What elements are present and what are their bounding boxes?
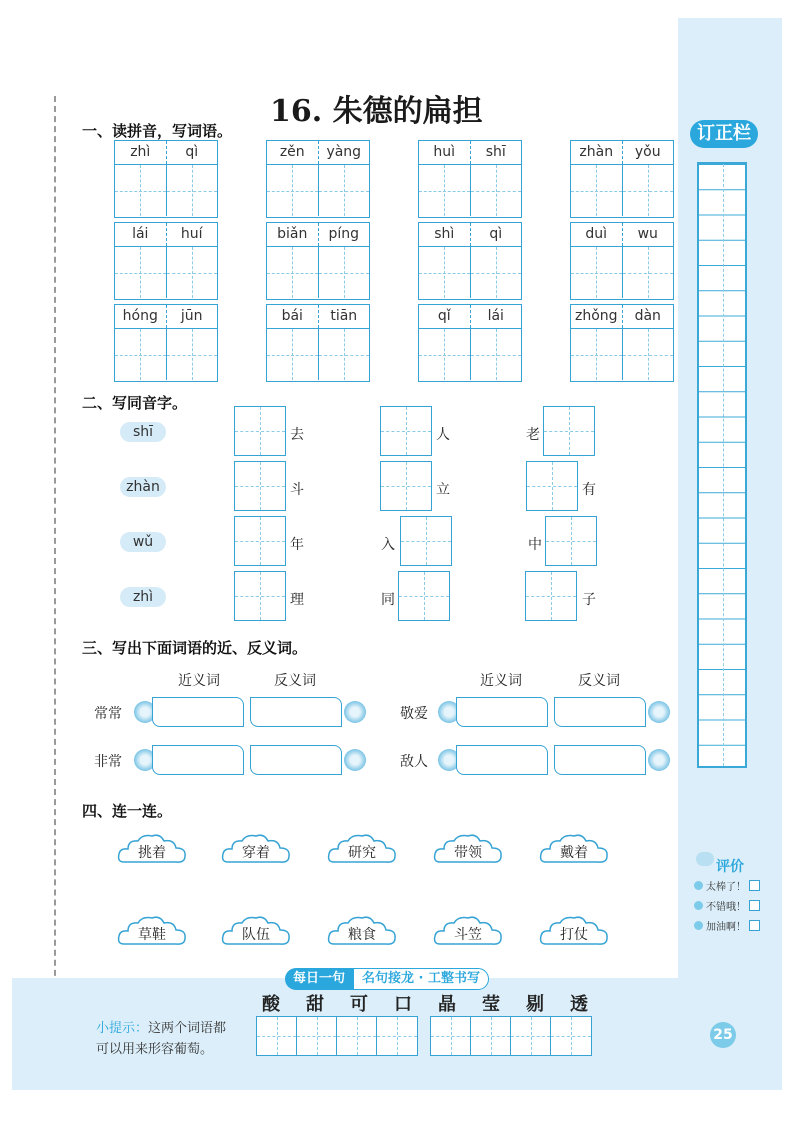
cloud-label: 戴着 bbox=[560, 845, 588, 861]
homophone-box[interactable] bbox=[525, 571, 577, 621]
section3-heading: 三、写出下面词语的近、反义词。 bbox=[82, 639, 308, 657]
character-cell[interactable] bbox=[319, 247, 370, 298]
character-cell[interactable] bbox=[115, 329, 167, 380]
character-cell[interactable] bbox=[623, 165, 674, 216]
pinyin-box bbox=[114, 304, 218, 382]
pinyin-row bbox=[571, 223, 673, 247]
evaluation-mascot-icon bbox=[696, 852, 714, 866]
pinyin-syllable: huí bbox=[180, 226, 203, 242]
character-cells bbox=[419, 329, 521, 380]
pinyin-syllable: lái bbox=[115, 223, 167, 246]
pinyin-row bbox=[571, 141, 673, 165]
pinyin-box bbox=[418, 304, 522, 382]
pinyin-syllable: hóng bbox=[115, 305, 167, 328]
flower-icon bbox=[648, 749, 670, 771]
antonym-input[interactable] bbox=[554, 745, 646, 775]
character-cells bbox=[115, 165, 217, 216]
character-cells bbox=[419, 165, 521, 216]
word-label: 非常 bbox=[94, 754, 122, 770]
pinyin-pill: zhàn bbox=[120, 477, 166, 497]
homophone-box[interactable] bbox=[398, 571, 450, 621]
given-character: 入 bbox=[381, 537, 395, 553]
character-cells bbox=[267, 165, 369, 216]
pinyin-syllable: zhàn bbox=[571, 141, 623, 164]
pinyin-box bbox=[570, 140, 674, 218]
pinyin-syllable: tiān bbox=[330, 308, 358, 324]
cloud-label: 挑着 bbox=[138, 845, 166, 861]
top-word-cloud[interactable] bbox=[326, 832, 398, 866]
tip-line1: 这两个词语都 bbox=[148, 1021, 227, 1036]
cloud-label: 带领 bbox=[454, 845, 482, 861]
correction-title: 订正栏 bbox=[690, 120, 758, 148]
top-word-cloud[interactable] bbox=[538, 832, 610, 866]
page-number: 25 bbox=[710, 1022, 736, 1048]
character-cell[interactable] bbox=[623, 329, 674, 380]
given-character: 人 bbox=[436, 427, 450, 443]
pinyin-row bbox=[267, 141, 369, 165]
pinyin-syllable: biǎn bbox=[267, 223, 319, 246]
homophone-box[interactable] bbox=[234, 516, 286, 566]
pinyin-syllable: qì bbox=[489, 226, 503, 242]
cloud-label: 粮食 bbox=[348, 927, 376, 943]
homophone-box[interactable] bbox=[545, 516, 597, 566]
character-cell[interactable] bbox=[167, 247, 218, 298]
pinyin-pill: zhì bbox=[120, 587, 166, 607]
synonym-input[interactable] bbox=[152, 697, 244, 727]
antonym-header-left: 反义词 bbox=[274, 673, 316, 689]
character-cells bbox=[419, 247, 521, 298]
synonym-input[interactable] bbox=[456, 697, 548, 727]
pinyin-box bbox=[570, 222, 674, 300]
flower-icon bbox=[344, 749, 366, 771]
pinyin-syllable: qì bbox=[185, 144, 199, 160]
character-cells bbox=[571, 329, 673, 380]
pinyin-box bbox=[266, 304, 370, 382]
character-cell[interactable] bbox=[419, 247, 471, 298]
daily-tag-subtitle: 名句接龙 · 工整书写 bbox=[353, 968, 489, 990]
character-cell[interactable] bbox=[115, 165, 167, 216]
character-cell[interactable] bbox=[267, 247, 319, 298]
bottom-word-cloud[interactable] bbox=[116, 914, 188, 948]
word-label: 敌人 bbox=[400, 754, 428, 770]
cloud-label: 斗笠 bbox=[454, 927, 482, 943]
cloud-label: 研究 bbox=[348, 845, 376, 861]
character-cell[interactable] bbox=[267, 165, 319, 216]
given-character: 去 bbox=[290, 427, 304, 443]
character-cell[interactable] bbox=[115, 247, 167, 298]
synonym-header-left: 近义词 bbox=[178, 673, 220, 689]
word-label: 常常 bbox=[94, 706, 122, 722]
bottom-word-cloud[interactable] bbox=[220, 914, 292, 948]
tip-label: 小提示： bbox=[96, 1021, 149, 1036]
bottom-word-cloud[interactable] bbox=[432, 914, 504, 948]
given-character: 年 bbox=[290, 537, 304, 553]
word-label: 敬爱 bbox=[400, 706, 428, 722]
pinyin-syllable: lái bbox=[487, 308, 504, 324]
pinyin-box bbox=[266, 140, 370, 218]
pinyin-box bbox=[418, 222, 522, 300]
pinyin-box bbox=[570, 304, 674, 382]
cloud-label: 打仗 bbox=[560, 927, 588, 943]
bottom-word-cloud[interactable] bbox=[538, 914, 610, 948]
pinyin-syllable: huì bbox=[419, 141, 471, 164]
eval-row-2[interactable] bbox=[694, 898, 760, 913]
homophone-box[interactable] bbox=[543, 406, 595, 456]
correction-writing-grid[interactable] bbox=[697, 162, 747, 768]
pinyin-row bbox=[419, 305, 521, 329]
character-cell[interactable] bbox=[419, 329, 471, 380]
given-character: 老 bbox=[526, 427, 540, 443]
pinyin-syllable: yǒu bbox=[634, 144, 661, 160]
bottom-word-cloud[interactable] bbox=[326, 914, 398, 948]
eval-label-3: 加油啊！ bbox=[706, 922, 746, 933]
given-character: 斗 bbox=[290, 482, 304, 498]
character-cell[interactable] bbox=[471, 329, 522, 380]
tip-text bbox=[96, 1018, 226, 1060]
character-cells bbox=[115, 247, 217, 298]
eval-label-2: 不错哦！ bbox=[706, 902, 746, 913]
pinyin-row bbox=[267, 305, 369, 329]
character-cell[interactable] bbox=[167, 329, 218, 380]
character-cell[interactable] bbox=[267, 329, 319, 380]
character-cell[interactable] bbox=[319, 329, 370, 380]
character-cells bbox=[267, 247, 369, 298]
character-cell[interactable] bbox=[419, 165, 471, 216]
homophone-box[interactable] bbox=[234, 406, 286, 456]
given-character: 子 bbox=[582, 592, 596, 608]
cut-line bbox=[54, 96, 56, 1016]
character-cell[interactable] bbox=[319, 165, 370, 216]
homophone-box[interactable] bbox=[234, 461, 286, 511]
section2-heading: 二、写同音字。 bbox=[82, 394, 188, 412]
pinyin-row bbox=[115, 141, 217, 165]
pinyin-syllable: jūn bbox=[180, 308, 203, 324]
given-character: 理 bbox=[290, 592, 304, 608]
given-character: 中 bbox=[528, 537, 542, 553]
pinyin-syllable: shì bbox=[419, 223, 471, 246]
star-icon bbox=[694, 881, 703, 890]
pinyin-box bbox=[418, 140, 522, 218]
pinyin-syllable: wu bbox=[637, 226, 658, 242]
antonym-header-right: 反义词 bbox=[578, 673, 620, 689]
character-cells bbox=[267, 329, 369, 380]
top-word-cloud[interactable] bbox=[432, 832, 504, 866]
pinyin-syllable: bái bbox=[267, 305, 319, 328]
tip-line2: 可以用来形容葡萄。 bbox=[96, 1042, 214, 1057]
daily-phrase: 酸甜可口晶莹剔透 bbox=[262, 994, 614, 1015]
pinyin-syllable: duì bbox=[571, 223, 623, 246]
page-title: 16. 朱德的扁担 bbox=[270, 94, 483, 129]
cloud-label: 队伍 bbox=[242, 927, 270, 943]
evaluation-title: 评价 bbox=[716, 859, 744, 875]
section1-heading: 一、读拼音，写词语。 bbox=[82, 122, 233, 140]
pinyin-row bbox=[419, 141, 521, 165]
pinyin-syllable: qǐ bbox=[419, 305, 471, 328]
given-character: 有 bbox=[582, 482, 596, 498]
character-cell[interactable] bbox=[167, 165, 218, 216]
pinyin-syllable: zhì bbox=[115, 141, 167, 164]
eval-checkbox-2[interactable] bbox=[749, 900, 760, 911]
eval-row-1[interactable] bbox=[694, 878, 760, 893]
homophone-box[interactable] bbox=[526, 461, 578, 511]
antonym-input[interactable] bbox=[250, 697, 342, 727]
synonym-input[interactable] bbox=[456, 745, 548, 775]
character-cells bbox=[115, 329, 217, 380]
pinyin-row bbox=[571, 305, 673, 329]
pinyin-syllable: shī bbox=[485, 144, 506, 160]
pinyin-syllable: píng bbox=[328, 226, 360, 242]
eval-label-1: 太棒了！ bbox=[706, 882, 746, 893]
character-cell[interactable] bbox=[571, 247, 623, 298]
writing-grid-right[interactable] bbox=[430, 1016, 592, 1056]
pinyin-row bbox=[267, 223, 369, 247]
pinyin-box bbox=[114, 222, 218, 300]
pinyin-syllable: yàng bbox=[326, 144, 362, 160]
character-cell[interactable] bbox=[571, 329, 623, 380]
character-cell[interactable] bbox=[471, 165, 522, 216]
pinyin-box bbox=[266, 222, 370, 300]
character-cell[interactable] bbox=[623, 247, 674, 298]
daily-sentence-tag bbox=[285, 968, 489, 990]
pinyin-syllable: zěn bbox=[267, 141, 319, 164]
homophone-box[interactable] bbox=[380, 461, 432, 511]
antonym-input[interactable] bbox=[250, 745, 342, 775]
daily-tag-label: 每日一句 bbox=[285, 968, 353, 990]
eval-checkbox-3[interactable] bbox=[749, 920, 760, 931]
homophone-box[interactable] bbox=[380, 406, 432, 456]
given-character: 同 bbox=[381, 592, 395, 608]
pinyin-pill: shī bbox=[120, 422, 166, 442]
synonym-header-right: 近义词 bbox=[480, 673, 522, 689]
writing-grid-left[interactable] bbox=[256, 1016, 418, 1056]
eval-row-3[interactable] bbox=[694, 918, 760, 933]
pinyin-pill: wǔ bbox=[120, 532, 166, 552]
eval-checkbox-1[interactable] bbox=[749, 880, 760, 891]
thumb-icon bbox=[694, 901, 703, 910]
smile-icon bbox=[694, 921, 703, 930]
pinyin-syllable: dàn bbox=[634, 308, 661, 324]
top-word-cloud[interactable] bbox=[220, 832, 292, 866]
synonym-input[interactable] bbox=[152, 745, 244, 775]
flower-icon bbox=[648, 701, 670, 723]
section4-heading: 四、连一连。 bbox=[82, 802, 173, 820]
character-cell[interactable] bbox=[571, 165, 623, 216]
given-character: 立 bbox=[436, 482, 450, 498]
flower-icon bbox=[344, 701, 366, 723]
pinyin-row bbox=[419, 223, 521, 247]
pinyin-row bbox=[115, 223, 217, 247]
pinyin-syllable: zhǒng bbox=[571, 305, 623, 328]
character-cell[interactable] bbox=[471, 247, 522, 298]
top-word-cloud[interactable] bbox=[116, 832, 188, 866]
antonym-input[interactable] bbox=[554, 697, 646, 727]
character-cells bbox=[571, 247, 673, 298]
cloud-label: 穿着 bbox=[242, 845, 270, 861]
cloud-label: 草鞋 bbox=[138, 927, 166, 943]
pinyin-box bbox=[114, 140, 218, 218]
character-cells bbox=[571, 165, 673, 216]
homophone-box[interactable] bbox=[234, 571, 286, 621]
pinyin-row bbox=[115, 305, 217, 329]
homophone-box[interactable] bbox=[400, 516, 452, 566]
